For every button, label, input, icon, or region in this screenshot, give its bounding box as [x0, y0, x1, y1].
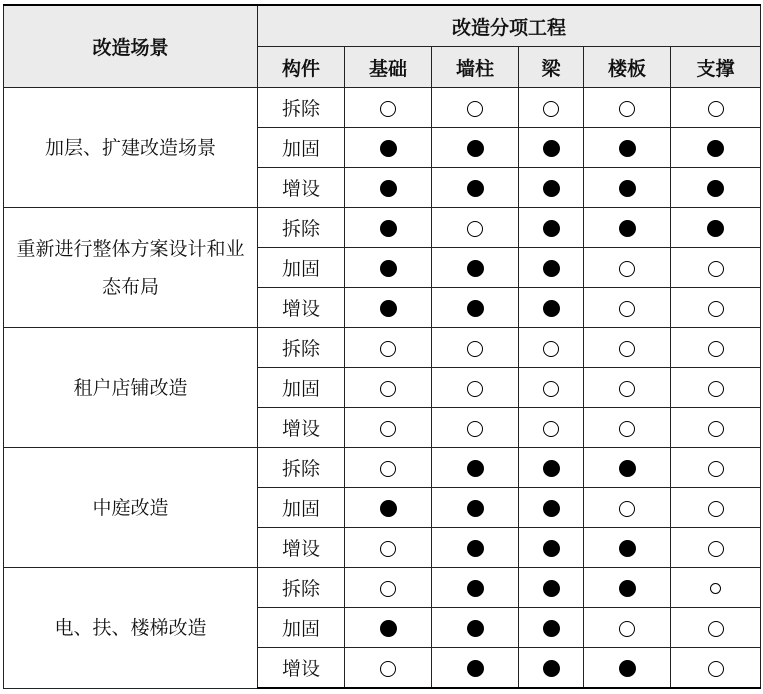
- filled-circle-icon: [619, 460, 636, 477]
- open-circle-icon: [708, 301, 724, 317]
- action-cell: 拆除: [258, 88, 345, 128]
- mark-cell: [671, 648, 761, 689]
- open-circle-icon: [380, 381, 396, 397]
- filled-circle-icon: [619, 660, 636, 677]
- mark-cell: [519, 488, 584, 528]
- action-cell: 加固: [258, 368, 345, 408]
- filled-circle-icon: [543, 500, 560, 517]
- mark-cell: [345, 168, 432, 208]
- filled-circle-icon: [380, 140, 397, 157]
- mark-cell: [432, 408, 519, 448]
- open-circle-icon: [619, 341, 635, 357]
- mark-cell: [345, 568, 432, 608]
- filled-circle-icon: [543, 180, 560, 197]
- mark-cell: [519, 168, 584, 208]
- mark-cell: [519, 368, 584, 408]
- mark-cell: [432, 528, 519, 568]
- open-circle-icon: [708, 341, 724, 357]
- mark-cell: [519, 288, 584, 328]
- mark-cell: [584, 368, 671, 408]
- mark-cell: [432, 88, 519, 128]
- action-cell: 拆除: [258, 208, 345, 248]
- mark-cell: [584, 448, 671, 488]
- open-circle-icon: [708, 381, 724, 397]
- scenario-cell: 租户店铺改造: [4, 328, 258, 448]
- mark-cell: [432, 608, 519, 648]
- open-circle-icon: [380, 661, 396, 677]
- mark-cell: [671, 368, 761, 408]
- action-cell: 加固: [258, 128, 345, 168]
- mark-cell: [671, 408, 761, 448]
- action-cell: 增设: [258, 288, 345, 328]
- filled-circle-icon: [380, 620, 397, 637]
- mark-cell: [432, 368, 519, 408]
- open-circle-icon: [619, 381, 635, 397]
- filled-circle-icon: [380, 180, 397, 197]
- mark-cell: [584, 128, 671, 168]
- open-circle-icon: [619, 621, 635, 637]
- mark-cell: [345, 408, 432, 448]
- table-row: [4, 208, 761, 248]
- filled-circle-icon: [543, 140, 560, 157]
- mark-cell: [584, 168, 671, 208]
- mark-cell: [432, 488, 519, 528]
- mark-cell: [584, 488, 671, 528]
- scenario-header: 改造场景: [4, 5, 258, 88]
- filled-circle-icon: [467, 580, 484, 597]
- mark-cell: [519, 648, 584, 689]
- column-header: 墙柱: [432, 47, 519, 88]
- mark-cell: [671, 248, 761, 288]
- mark-cell: [671, 608, 761, 648]
- filled-circle-icon: [467, 540, 484, 557]
- column-header: 基础: [345, 47, 432, 88]
- mark-cell: [345, 368, 432, 408]
- action-cell: 拆除: [258, 448, 345, 488]
- open-circle-icon: [619, 501, 635, 517]
- filled-circle-icon: [467, 180, 484, 197]
- small-open-circle-icon: [710, 583, 721, 594]
- mark-cell: [519, 328, 584, 368]
- mark-cell: [345, 128, 432, 168]
- mark-cell: [671, 128, 761, 168]
- filled-circle-icon: [619, 180, 636, 197]
- filled-circle-icon: [543, 580, 560, 597]
- mark-cell: [584, 328, 671, 368]
- open-circle-icon: [708, 261, 724, 277]
- mark-cell: [432, 248, 519, 288]
- mark-cell: [584, 408, 671, 448]
- action-cell: 增设: [258, 528, 345, 568]
- open-circle-icon: [619, 261, 635, 277]
- renovation-matrix-table: [3, 4, 761, 689]
- filled-circle-icon: [380, 220, 397, 237]
- mark-cell: [432, 648, 519, 689]
- mark-cell: [432, 128, 519, 168]
- filled-circle-icon: [619, 580, 636, 597]
- table-row: [4, 448, 761, 488]
- mark-cell: [671, 328, 761, 368]
- mark-cell: [584, 288, 671, 328]
- mark-cell: [519, 248, 584, 288]
- open-circle-icon: [619, 421, 635, 437]
- group-header: 改造分项工程: [258, 5, 761, 47]
- mark-cell: [345, 648, 432, 689]
- filled-circle-icon: [467, 300, 484, 317]
- filled-circle-icon: [467, 500, 484, 517]
- mark-cell: [432, 328, 519, 368]
- open-circle-icon: [708, 101, 724, 117]
- action-cell: 拆除: [258, 328, 345, 368]
- mark-cell: [519, 528, 584, 568]
- scenario-cell: 电、扶、楼梯改造: [4, 568, 258, 689]
- filled-circle-icon: [467, 140, 484, 157]
- table-row: [4, 568, 761, 608]
- mark-cell: [432, 448, 519, 488]
- mark-cell: [432, 208, 519, 248]
- filled-circle-icon: [467, 620, 484, 637]
- mark-cell: [345, 448, 432, 488]
- filled-circle-icon: [543, 620, 560, 637]
- mark-cell: [584, 528, 671, 568]
- action-cell: 增设: [258, 168, 345, 208]
- open-circle-icon: [467, 221, 483, 237]
- action-cell: 增设: [258, 408, 345, 448]
- mark-cell: [519, 128, 584, 168]
- filled-circle-icon: [619, 220, 636, 237]
- mark-cell: [519, 408, 584, 448]
- mark-cell: [432, 288, 519, 328]
- open-circle-icon: [708, 661, 724, 677]
- column-header: 支撑: [671, 47, 761, 88]
- mark-cell: [345, 288, 432, 328]
- open-circle-icon: [543, 421, 559, 437]
- filled-circle-icon: [619, 540, 636, 557]
- open-circle-icon: [708, 621, 724, 637]
- mark-cell: [584, 88, 671, 128]
- mark-cell: [345, 488, 432, 528]
- mark-cell: [671, 88, 761, 128]
- mark-cell: [671, 488, 761, 528]
- filled-circle-icon: [543, 300, 560, 317]
- mark-cell: [345, 248, 432, 288]
- mark-cell: [432, 568, 519, 608]
- open-circle-icon: [708, 421, 724, 437]
- mark-cell: [584, 208, 671, 248]
- mark-cell: [345, 208, 432, 248]
- mark-cell: [345, 328, 432, 368]
- mark-cell: [671, 208, 761, 248]
- open-circle-icon: [708, 461, 724, 477]
- filled-circle-icon: [707, 220, 724, 237]
- open-circle-icon: [380, 541, 396, 557]
- filled-circle-icon: [543, 460, 560, 477]
- mark-cell: [432, 168, 519, 208]
- scenario-cell: 加层、扩建改造场景: [4, 88, 258, 208]
- filled-circle-icon: [543, 260, 560, 277]
- action-cell: 加固: [258, 248, 345, 288]
- filled-circle-icon: [543, 540, 560, 557]
- filled-circle-icon: [543, 660, 560, 677]
- component-header: 构件: [258, 47, 345, 88]
- open-circle-icon: [467, 101, 483, 117]
- table-row: [4, 328, 761, 368]
- open-circle-icon: [543, 101, 559, 117]
- filled-circle-icon: [467, 660, 484, 677]
- mark-cell: [671, 168, 761, 208]
- filled-circle-icon: [707, 180, 724, 197]
- mark-cell: [671, 568, 761, 608]
- table-row: [4, 88, 761, 128]
- mark-cell: [671, 528, 761, 568]
- open-circle-icon: [708, 541, 724, 557]
- mark-cell: [584, 608, 671, 648]
- table-body: [4, 88, 761, 689]
- filled-circle-icon: [543, 220, 560, 237]
- mark-cell: [584, 648, 671, 689]
- action-cell: 加固: [258, 608, 345, 648]
- filled-circle-icon: [619, 140, 636, 157]
- mark-cell: [584, 568, 671, 608]
- filled-circle-icon: [467, 260, 484, 277]
- filled-circle-icon: [467, 460, 484, 477]
- open-circle-icon: [619, 301, 635, 317]
- filled-circle-icon: [707, 140, 724, 157]
- mark-cell: [671, 448, 761, 488]
- open-circle-icon: [467, 381, 483, 397]
- mark-cell: [519, 208, 584, 248]
- open-circle-icon: [380, 341, 396, 357]
- column-header: 梁: [519, 47, 584, 88]
- open-circle-icon: [380, 421, 396, 437]
- column-header: 楼板: [584, 47, 671, 88]
- scenario-cell: 重新进行整体方案设计和业态布局: [4, 208, 258, 328]
- open-circle-icon: [619, 101, 635, 117]
- open-circle-icon: [380, 581, 396, 597]
- mark-cell: [519, 608, 584, 648]
- open-circle-icon: [708, 501, 724, 517]
- scenario-cell: 中庭改造: [4, 448, 258, 568]
- action-cell: 增设: [258, 648, 345, 689]
- filled-circle-icon: [380, 260, 397, 277]
- mark-cell: [519, 88, 584, 128]
- action-cell: 加固: [258, 488, 345, 528]
- mark-cell: [584, 248, 671, 288]
- action-cell: 拆除: [258, 568, 345, 608]
- open-circle-icon: [467, 341, 483, 357]
- open-circle-icon: [543, 381, 559, 397]
- open-circle-icon: [380, 461, 396, 477]
- mark-cell: [345, 608, 432, 648]
- mark-cell: [671, 288, 761, 328]
- open-circle-icon: [380, 101, 396, 117]
- open-circle-icon: [543, 341, 559, 357]
- header-row-1: [4, 5, 761, 47]
- mark-cell: [519, 568, 584, 608]
- filled-circle-icon: [380, 300, 397, 317]
- filled-circle-icon: [380, 500, 397, 517]
- mark-cell: [345, 528, 432, 568]
- mark-cell: [345, 88, 432, 128]
- mark-cell: [519, 448, 584, 488]
- open-circle-icon: [467, 421, 483, 437]
